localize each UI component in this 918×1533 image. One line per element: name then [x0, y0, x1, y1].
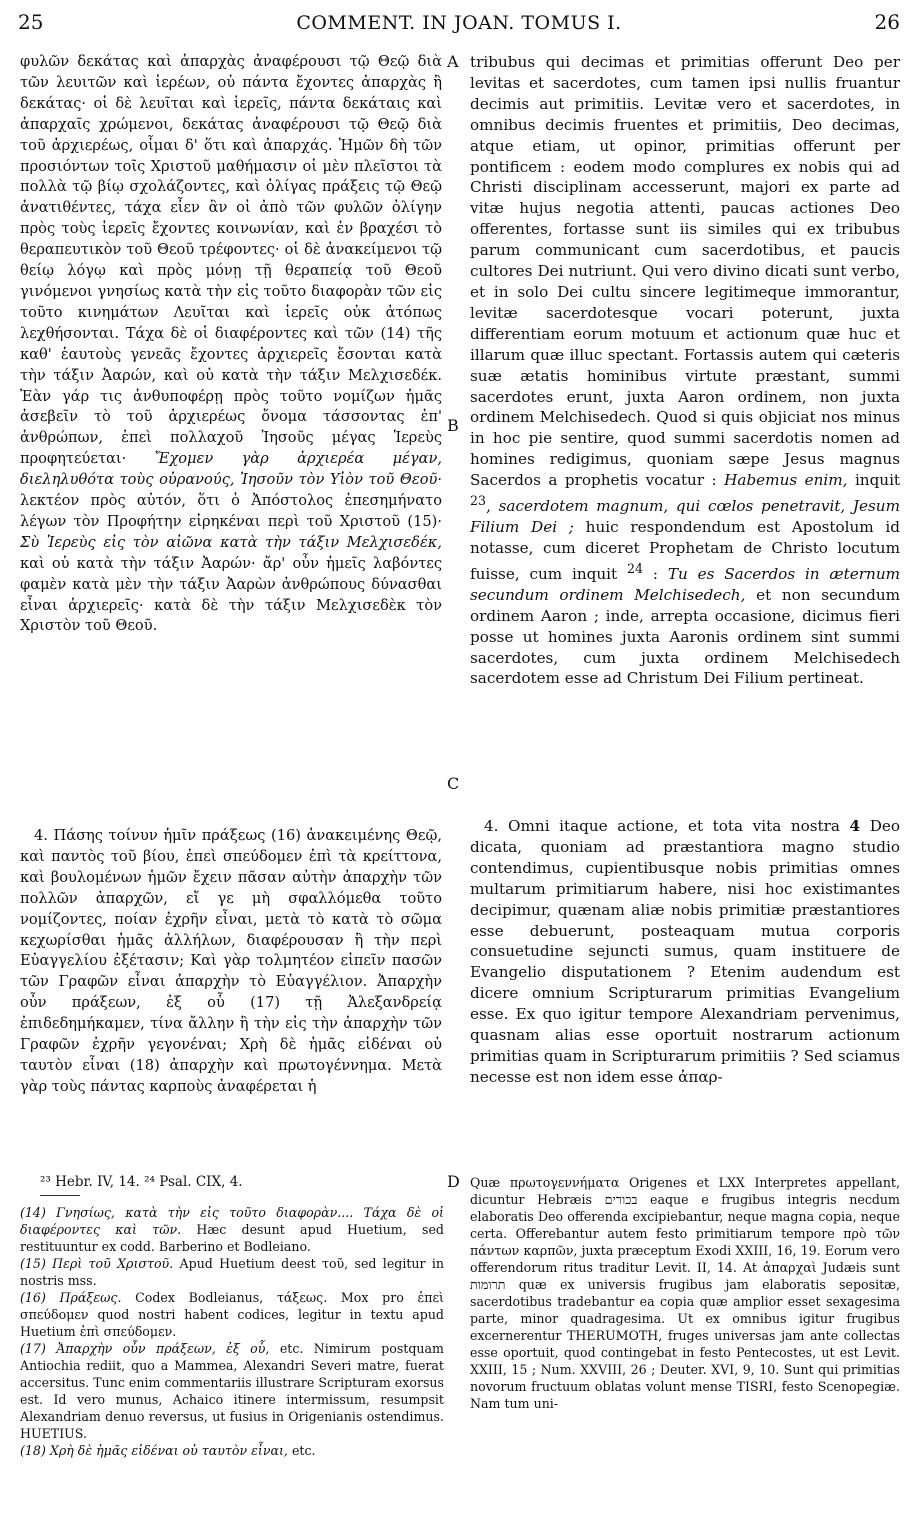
- margin-marker-c: C: [447, 774, 460, 793]
- latin-text: et non secundum ordinem Aaron ; inde, arrepta occasione, dicimus fieri posse ut homines juxta Aaronis ordinem sint summi sacerdotes, cum juxta ordinem Melchisedech sacerdotem esse ad Christum Dei Filium pertineat.: [470, 585, 900, 688]
- margin-marker-a: A: [447, 52, 459, 71]
- scripture-references: ²³ Hebr. IV, 14. ²⁴ Psal. CIX, 4.: [40, 1174, 243, 1190]
- footnote-ref-23: 23: [470, 493, 487, 509]
- latin-quote-hebrews-b: sacerdotem magnum, qui cœlos penetravit, Jesum Filium Dei ;: [470, 497, 900, 536]
- editorial-notes-right: [470, 1174, 900, 1412]
- note-lemma: (18) Χρὴ δὲ ἡμᾶς εἰδέναι οὐ ταυτὸν εἶναι,: [20, 1443, 288, 1458]
- latin-text: huic respondendum est Apostolum id notasse, cum diceret Prophetam de Christo locutum fuisse, cum inquit: [470, 518, 900, 583]
- latin-quote-hebrews-a: Habemus enim,: [724, 471, 848, 490]
- latin-column-part1: [470, 52, 900, 812]
- note-15: [20, 1255, 444, 1289]
- note-text: Apud Huetium deest τοῦ, sed legitur in nostris mss.: [20, 1256, 445, 1288]
- margin-marker-d: D: [447, 1172, 460, 1191]
- greek-quote-psalm: Σὺ Ἱερεὺς εἰς τὸν αἰῶνα κατὰ τὴν τάξιν Μελχισεδέκ,: [20, 533, 442, 551]
- note-text: etc. Nimirum postquam Antiochia rediit, quo a Mammea, Alexandri Severi matre, fuerat accersitus. Tunc enim commentariis illustrare Scripturam exorsus est. Id vero munus, Achaico itinere intermissum, resumpsit Alexandriam denuo reversus, ut fusius in Origenianis ostendimus. HUETIUS.: [20, 1341, 444, 1441]
- page-number-left: 25: [18, 10, 44, 34]
- footnote-ref-24: 24: [626, 560, 644, 576]
- note-16: [20, 1289, 444, 1340]
- note-lemma: (15) Περὶ τοῦ Χριστοῦ.: [20, 1256, 174, 1271]
- note-text: Hæc desunt apud Huetium, sed restituuntur ex codd. Barberino et Bodleiano.: [20, 1222, 444, 1254]
- running-title: COMMENT. IN JOAN. TOMUS I.: [296, 12, 622, 34]
- greek-text: φυλῶν δεκάτας καὶ ἀπαρχὰς ἀναφέρουσι τῷ Θεῷ διὰ τῶν λευιτῶν καὶ ἱερέων, οὐ πάντα ἔχοντες ἀπαρχὰς ἢ δεκάτας· οἱ δὲ λευῖται καὶ ἱερεῖς, πάντα δεκάταις καὶ ἀπαρχαῖς χρώμενοι, δεκάτας ἀναφέρουσι τῷ Θεῷ διὰ τοῦ ἀρχιερέως, οἶμαι δ' ὅτι καὶ ἀπαρχάς. Ἡμῶν δὴ τῶν προσιόντων τοῖς Χριστοῦ μαθήμασιν οἱ μὲν πλεῖστοι τὰ πολλὰ τῷ βίῳ σχολάζοντες, καὶ ὀλίγας πράξεις τῷ Θεῷ ἀνατιθέντες, τάχα εἶεν ἂν οἱ ἀπὸ τῶν φυλῶν ὀλίγην πρὸς τοὺς ἱερεῖς ἔχοντες κοινωνίαν, καὶ ἐν βραχέσι τὸ θεραπευτικὸν τοῦ Θεοῦ τρέφοντες· οἱ δὲ ἀνακείμενοι τῷ θείῳ λόγῳ καὶ πρὸς μόνῃ τῇ θεραπείᾳ τοῦ Θεοῦ γινόμενοι γνησίως κατὰ τὴν εἰς τοῦτο διαφορὰν τῶν εἰς τοῦτο κινημάτων Λευῖται καὶ ἱερεῖς οὐκ ἀτόπως λεχθήσονται. Τάχα δὲ οἱ διαφέροντες καὶ τῶν (14) τῆς καθ' ἑαυτοὺς γενεᾶς ἔχοντες ἀρχιερεῖς ἔσονται κατὰ τὴν τάξιν Ἀαρών, καὶ οὐ κατὰ τὴν τάξιν Μελχισεδέκ. Ἐὰν γάρ τις ἀνθυποφέρῃ πρὸς τοῦτο νομίζων ἡμᾶς ἀσεβεῖν τὸ τοῦ ἀρχιερέως ὄνομα τάσσοντας ἐπ' ἀνθρώπων, ἐπεὶ πολλαχοῦ Ἰησοῦς μέγας Ἱερεὺς προφητεύεται·: [20, 53, 442, 468]
- latin-quote-psalm: Tu es Sacerdos in æternum secundum ordinem Melchisedech,: [470, 564, 900, 604]
- note-text: etc.: [291, 1443, 316, 1458]
- note-17: [20, 1340, 444, 1442]
- column-number: 4: [849, 817, 861, 835]
- note-text: Codex Bodleianus, τάξεως. Mox pro ἐπεὶ σπεύδομεν quod nostri habent codices, legitur in textu apud Huetium ἐπὶ σπεύδομεν.: [20, 1290, 444, 1339]
- note-lemma: (17) Ἀπαρχὴν οὖν πράξεων, ἐξ οὗ,: [20, 1341, 270, 1356]
- latin-text: tribubus qui decimas et primitias offerunt Deo per levitas et sacerdotes, cum tamen ipsi nullis fruantur decimis aut primitiis. Levitæ vero et sacerdotes, in omnibus decimis fruentes et primitiis, Deo decimas, atque etiam, ut opinor, primitias offerunt per pontificem : eodem modo complures ex nobis qui ad Christi disciplinam accesserunt, majori ex parte ad vitæ hujus negotia attenti, paucas actiones Deo offerentes, fortasse sunt iis similes qui ex tribubus parum communicant cum sacerdotibus, et paucis cultores Dei nutriunt. Qui vero divino dicati sunt verbo, et in solo Dei cultu sincere legitimeque immorantur, levitæ sacerdotesque vocari poterunt, juxta differentiam eorum motuum et actionum quæ huc et illarum quæ illuc spectant. Fortassis autem qui cæteris suæ ætatis hominibus virtute præstant, summi sacerdotes erunt, juxta Aaron ordinem, non juxta ordinem Melchisedech. Quod si quis objiciat nos minus in hoc pie sentire, quod summi sacerdotis nomen ad homines redigimus, quoniam sæpe Jesus magnus Sacerdos a prophetis vocatur :: [470, 53, 900, 490]
- note-14: [20, 1204, 444, 1255]
- note-lemma: (14) Γνησίως, κατὰ τὴν εἰς τοῦτο διαφορὰν.... Τάχα δὲ οἱ διαφέροντες καὶ τῶν.: [20, 1205, 444, 1237]
- margin-marker-b: B: [447, 416, 459, 435]
- latin-paragraph-4: [470, 816, 900, 1088]
- editorial-notes-left: [20, 1204, 444, 1459]
- greek-text: καὶ οὐ κατὰ τὴν τάξιν Ἀαρών· ἄρ' οὖν ἡμεῖς λαβόντες φαμὲν κατὰ μὲν τὴν τάξιν Ἀαρὼν ἀνθρώπους δύνασθαι εἶναι ἀρχιερεῖς· κατὰ δὲ τὴν τάξιν Μελχισεδὲκ τὸν Χριστὸν τοῦ Θεοῦ.: [20, 554, 442, 635]
- greek-text: λεκτέον πρὸς αὐτόν, ὅτι ὁ Ἀπόστολος ἐπεσημήνατο λέγων τὸν Προφήτην εἰρηκέναι περὶ τοῦ Χριστοῦ (15)·: [20, 492, 442, 530]
- greek-column-part1: [20, 52, 442, 780]
- greek-paragraph-3: [20, 52, 442, 637]
- note-18: [20, 1442, 444, 1459]
- note-lemma: (16) Πράξεως.: [20, 1290, 122, 1305]
- note-hebrew-primitiae: Quæ πρωτογεννήματα Origenes et LXX Interpretes appellant, dicuntur Hebræis בכורים eaque e frugibus integris necdum elaboratis Deo offerenda excipiebantur, neque magna copia, neque certa. Offerebantur autem festo primitiarum tempore πρὸ τῶν πάντων καρπῶν, juxta præceptum Exodi XXIII, 16, 19. Eorum vero offerendorum ritus traditur Levit. II, 14. At ἀπαρχαὶ Judæis sunt תרומות quæ ex universis frugibus jam elaboratis sepositæ, sacerdotibus tradebantur ea copia quæ amplior esset sexagesima parte, minor quadragesima. Ut ex omnibus igitur frugibus excernerentur THERUMOTH, fruges universas jam ante collectas esse oportuit, quod contingebat in festo Pentecostes, ut est Levit. XXIII, 15 ; Num. XXVIII, 26 ; Deuter. XVI, 9, 10. Sunt qui primitias novorum fructuum oblatas volunt mense TISRI, festo Scenopegiæ. Nam tum uni-: [470, 1175, 900, 1411]
- greek-quote-hebrews: Ἔχομεν γὰρ ἀρχιερέα μέγαν, διεληλυθότα τοὺς οὐρανούς, Ἰησοῦν τὸν Υἱὸν τοῦ Θεοῦ·: [20, 450, 442, 489]
- latin-inquit: inquit: [854, 471, 900, 490]
- running-header: [0, 10, 918, 40]
- latin-text: 4. Omni itaque actione, et tota vita nostra: [484, 817, 840, 835]
- greek-column-part2: [20, 826, 442, 1166]
- footnote-separator: [40, 1195, 80, 1196]
- latin-paragraph-3: tribubus qui decimas et primitias offerunt Deo per levitas et sacerdotes, cum tamen ipsi nullis fruantur decimis aut primitiis. Levitæ vero et sacerdotes, in omnibus decimis fruentes et primitiis, Deo decimas, atque etiam, ut opinor, primitias offerunt per pontificem : eodem modo complures ex nobis qui ad Christi disciplinam accesserunt, majori ex parte ad vitæ hujus negotia attenti, paucas actiones Deo offerentes, fortasse sunt iis similes qui ex tribubus parum communicant cum sacerdotibus, et paucis cultores Dei nutriunt. Qui vero divino dicati sunt verbo, et in solo Dei cultu sincere legitimeque immorantur, levitæ sacerdotesque vocari poterunt, juxta differentiam eorum motuum et actionum quæ huc et illarum quæ illuc spectant. Fortassis autem qui cæteris suæ ætatis hominibus virtute præstant, summi sacerdotes erunt, juxta Aaron ordinem, non juxta ordinem Melchisedech. Quod si quis objiciat nos minus in hoc pie sentire, quod summi sacerdotis nomen ad homines redigimus, quoniam sæpe Jesus magnus Sacerdos a prophetis vocatur : Habemus enim, inquit $^{23}$, sacerdotem magnum, qui cœlos penetravit, Jesum Filium Dei ; huic respondendum est Apostolum id notasse, cum diceret Prophetam de Christo locutum fuisse, cum inquit $^{24}$ : Tu es Sacerdos in æternum secundum ordinem Melchisedech, et non secundum ordinem Aaron ; inde, arrepta occasione, dicimus fieri posse ut homines juxta Aaronis ordinem sint summi sacerdotes, cum juxta ordinem Melchisedech sacerdotem esse ad Christum Dei Filium pertineat.: [470, 53, 900, 688]
- latin-text: Deo dicata, quoniam ad præstantiora magno studio contendimus, cupientibusque nobis primitias omnes multarum primitiarum habere, nisi hoc existimantes decipimur, quænam aliæ nobis primitiæ præstantiores esse debuerunt, posteaquam mutua corporis consuetudine sejuncti sumus, quam instituere de Evangelio disputationem ? Etenim audendum est dicere omnium Scripturarum primitias Evangelium esse. Ex quo igitur tempore Alexandriam pervenimus, quasnam alias esse oportuit nostrarum actionum primitias quam in Scripturarum primitiis ? Sed sciamus necesse est non idem esse ἀπαρ-: [470, 817, 900, 1086]
- page-number-right: 26: [874, 10, 900, 34]
- latin-column-part2: [470, 816, 900, 1166]
- greek-paragraph-4: 4. Πάσης τοίνυν ἡμῖν πράξεως (16) ἀνακειμένης Θεῷ, καὶ παντὸς τοῦ βίου, ἐπεὶ σπεύδομεν ἐπὶ τὰ κρείττονα, καὶ βουλομένων ἡμῶν ἔχειν πᾶσαν αὐτὴν ἀπαρχὴν τῶν πολλῶν ἀπαρχῶν, εἴ γε μὴ σφαλλόμεθα τοῦτο νομίζοντες, ποίαν ἐχρῆν εἶναι, μετὰ τὸ κατὰ τὸ σῶμα κεχωρίσθαι ἡμᾶς ἀλλήλων, διαφέρουσαν ἢ τὴν περὶ Εὐαγγελίου ἐξέτασιν; Καὶ γὰρ τολμητέον εἰπεῖν πασῶν τῶν Γραφῶν εἶναι ἀπαρχὴν τὸ Εὐαγγέλιον. Ἀπαρχὴν οὖν πράξεων, ἐξ οὗ (17) τῇ Ἀλεξανδρείᾳ ἐπιδεδημήκαμεν, τίνα ἄλλην ἢ τὴν εἰς τὴν ἀπαρχὴν τῶν Γραφῶν ἐχρῆν γεγονέναι; Χρὴ δὲ ἡμᾶς εἰδέναι οὐ ταυτὸν εἶναι (18) ἀπαρχὴν καὶ πρωτογέννημα. Μετὰ γὰρ τοὺς πάντας καρποὺς ἀναφέρεται ἡ: [20, 827, 442, 1095]
